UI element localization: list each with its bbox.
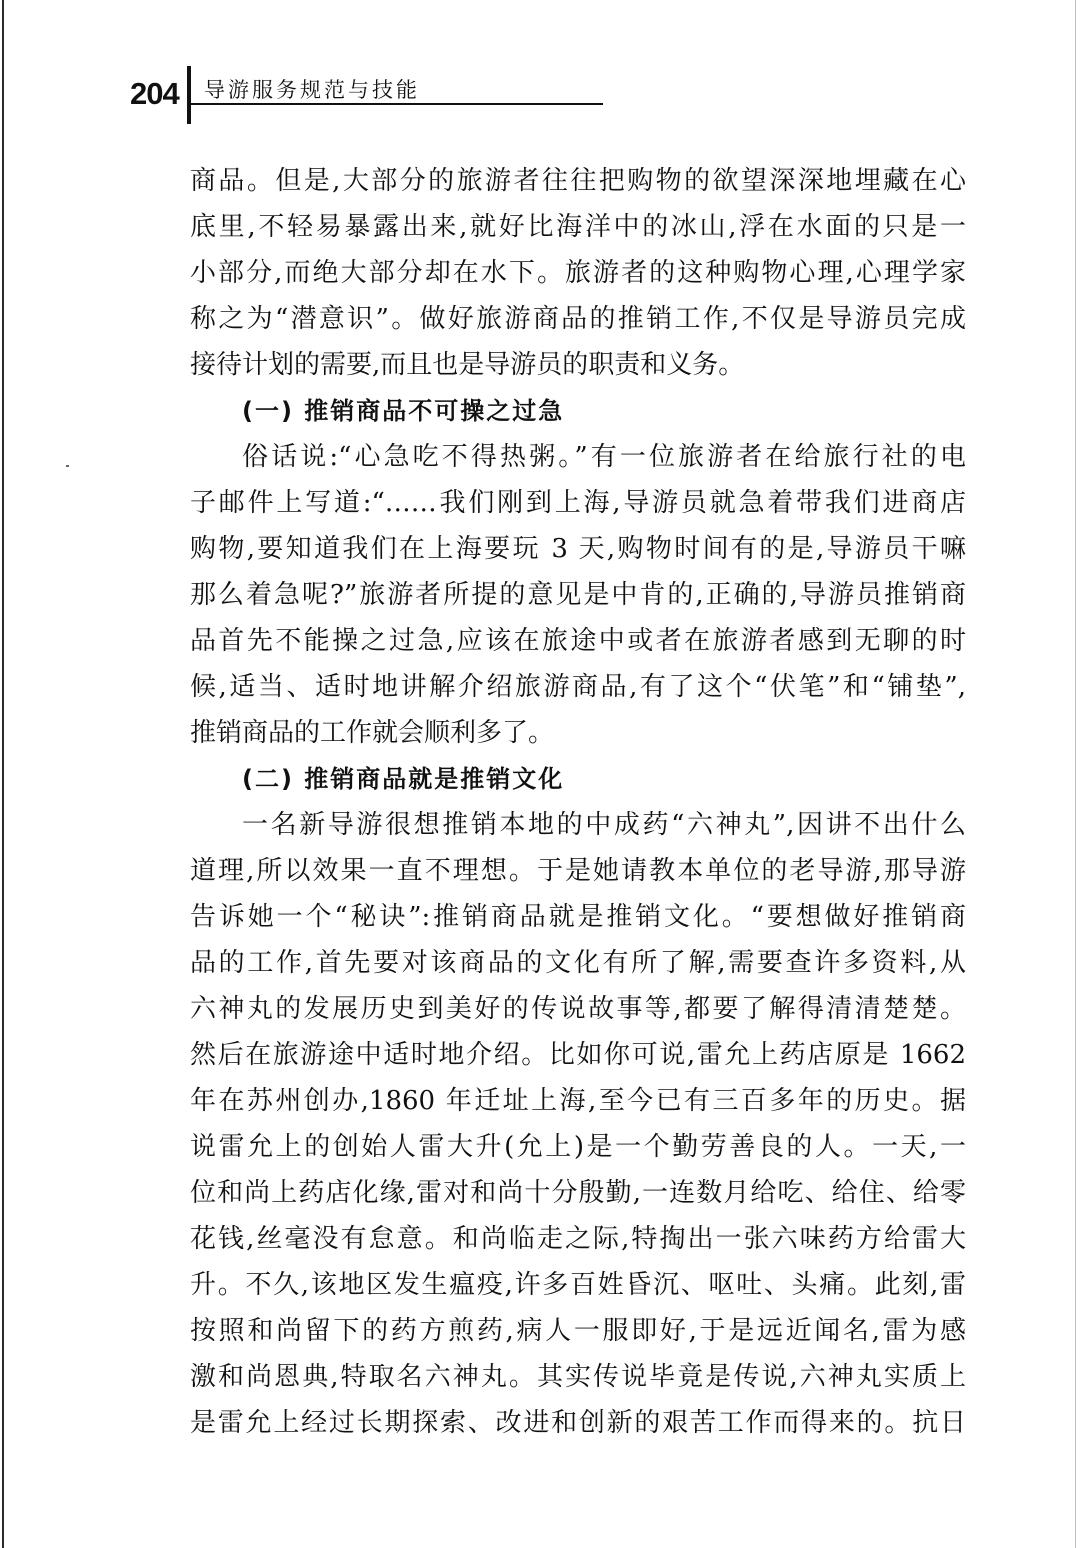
- text-line: 说雷允上的创始人雷大升(允上)是一个勤劳善良的人。一天,一: [190, 1132, 966, 1162]
- text-line: 年在苏州创办,1860 年迁址上海,至今已有三百多年的历史。据: [190, 1086, 966, 1116]
- page-number: 204: [130, 76, 179, 111]
- text-line: 花钱,丝毫没有怠意。和尚临走之际,特掏出一张六味药方给雷大: [190, 1224, 966, 1254]
- body-text: [190, 158, 966, 1446]
- text-line: 推销商品的工作就会顺利多了。: [190, 718, 555, 748]
- section-heading-1: (一) 推销商品不可操之过急: [242, 397, 565, 425]
- text-line: 然后在旅游途中适时地介绍。比如你可说,雷允上药店原是 1662: [190, 1040, 966, 1070]
- text-line: 道理,所以效果一直不理想。于是她请教本单位的老导游,那导游: [190, 856, 966, 886]
- text-line: 俗话说:“心急吃不得热粥。”有一位旅游者在给旅行社的电: [242, 442, 966, 472]
- text-line: 一名新导游很想推销本地的中成药“六神丸”,因讲不出什么: [242, 810, 966, 840]
- text-line: 称之为“潜意识”。做好旅游商品的推销工作,不仅是导游员完成: [190, 304, 966, 334]
- text-line: 品首先不能操之过急,应该在旅途中或者在旅游者感到无聊的时: [190, 626, 966, 656]
- text-line: 接待计划的需要,而且也是导游员的职责和义务。: [190, 350, 745, 380]
- scan-speck: [66, 465, 69, 467]
- header-vertical-rule: [187, 66, 191, 124]
- text-line: 品的工作,首先要对该商品的文化有所了解,需要查许多资料,从: [190, 948, 966, 978]
- scan-edge-right: [1075, 0, 1076, 1548]
- text-line: 是雷允上经过长期探索、改进和创新的艰苦工作而得来的。抗日: [190, 1408, 966, 1438]
- text-line: 告诉她一个“秘诀”:推销商品就是推销文化。“要想做好推销商: [190, 902, 966, 932]
- text-line: 那么着急呢?”旅游者所提的意见是中肯的,正确的,导游员推销商: [190, 580, 966, 610]
- running-title: 导游服务规范与技能: [204, 78, 420, 102]
- text-line: 按照和尚留下的药方煎药,病人一服即好,于是远近闻名,雷为感: [190, 1316, 966, 1346]
- text-line: 商品。但是,大部分的旅游者往往把购物的欲望深深地埋藏在心: [190, 166, 966, 196]
- text-line: 候,适当、适时地讲解介绍旅游商品,有了这个“伏笔”和“铺垫”,: [190, 672, 966, 702]
- scan-edge-left: [2, 0, 4, 1548]
- section-heading-2: (二) 推销商品就是推销文化: [242, 765, 565, 793]
- text-line: 底里,不轻易暴露出来,就好比海洋中的冰山,浮在水面的只是一: [190, 212, 966, 242]
- text-line: 激和尚恩典,特取名六神丸。其实传说毕竟是传说,六神丸实质上: [190, 1362, 966, 1392]
- text-line: 六神丸的发展历史到美好的传说故事等,都要了解得清清楚楚。: [190, 994, 966, 1024]
- text-line: 小部分,而绝大部分却在水下。旅游者的这种购物心理,心理学家: [190, 258, 966, 288]
- text-line: 位和尚上药店化缘,雷对和尚十分殷勤,一连数月给吃、给住、给零: [190, 1178, 966, 1208]
- text-line: 购物,要知道我们在上海要玩 3 天,购物时间有的是,导游员干嘛: [190, 534, 966, 564]
- text-line: 子邮件上写道:“……我们刚到上海,导游员就急着带我们进商店: [190, 488, 966, 518]
- text-line: 升。不久,该地区发生瘟疫,许多百姓昏沉、呕吐、头痛。此刻,雷: [190, 1270, 966, 1300]
